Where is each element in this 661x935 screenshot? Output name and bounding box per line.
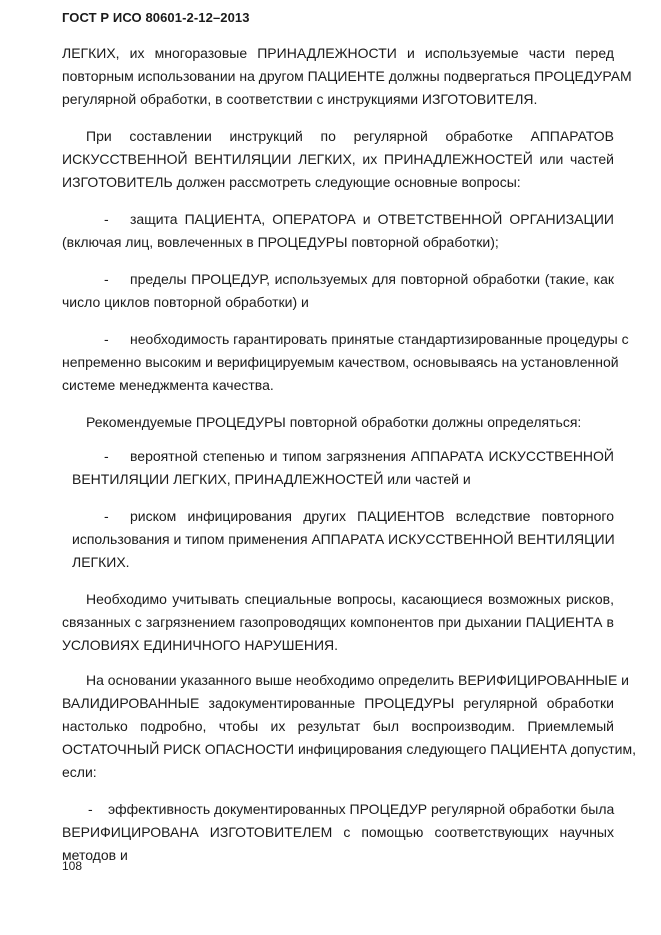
text-line: пределы ПРОЦЕДУР, используемых для повторной обработки (такие, как: [130, 271, 614, 287]
text-line: связанных с загрязнением газопроводящих компонентов при дыхании ПАЦИЕНТА в: [62, 614, 614, 630]
text-line: ВЕРИФИЦИРОВАНА ИЗГОТОВИТЕЛЕМ с помощью соответствующих научных: [62, 824, 614, 840]
text-line: необходимость гарантировать принятые стандартизированные процедуры с: [130, 331, 629, 347]
text-line: ОСТАТОЧНЫЙ РИСК ОПАСНОСТИ инфицирования следующего ПАЦИЕНТА допустим,: [62, 741, 636, 757]
text-line: настолько подробно, чтобы их результат был воспроизводим. Приемлемый: [62, 718, 614, 734]
text-line: использования и типом применения АППАРАТА ИСКУССТВЕННОЙ ВЕНТИЛЯЦИИ: [72, 531, 615, 547]
document-code-header: ГОСТ Р ИСО 80601-2-12–2013: [62, 10, 250, 25]
text-line: системе менеджмента качества.: [62, 377, 274, 393]
text-line: ИЗГОТОВИТЕЛЬ должен рассмотреть следующие основные вопросы:: [62, 174, 521, 190]
text-line: вероятной степенью и типом загрязнения АППАРАТА ИСКУССТВЕННОЙ: [130, 448, 614, 464]
text-line: ЛЕГКИХ.: [72, 554, 130, 570]
text-line: непременно высоким и верифицируемым качеством, основываясь на установленной: [62, 354, 619, 370]
text-line: ВАЛИДИРОВАННЫЕ задокументированные ПРОЦЕДУРЫ регулярной обработки: [62, 695, 614, 711]
text-line: УСЛОВИЯХ ЕДИНИЧНОГО НАРУШЕНИЯ.: [62, 637, 339, 653]
text-line: защита ПАЦИЕНТА, ОПЕРАТОРА и ОТВЕТСТВЕННОЙ ОРГАНИЗАЦИИ: [130, 211, 614, 227]
list-dash: -: [104, 211, 109, 227]
text-line: Необходимо учитывать специальные вопросы, касающиеся возможных рисков,: [86, 591, 614, 607]
page-number: 108: [62, 859, 83, 873]
text-line: повторным использовании на другом ПАЦИЕНТЕ должны подвергаться ПРОЦЕДУРАМ: [62, 68, 632, 84]
list-dash: -: [104, 331, 109, 347]
text-line: риском инфицирования других ПАЦИЕНТОВ вследствие повторного: [130, 508, 614, 524]
text-line: число циклов повторной обработки) и: [62, 294, 309, 310]
list-dash: -: [104, 271, 109, 287]
text-line: методов и: [62, 847, 128, 863]
list-dash: -: [104, 508, 109, 524]
text-line: ЛЕГКИХ, их многоразовые ПРИНАДЛЕЖНОСТИ и используемые части перед: [62, 45, 614, 61]
text-line: Рекомендуемые ПРОЦЕДУРЫ повторной обработки должны определяться:: [86, 414, 582, 430]
text-line: (включая лиц, вовлеченных в ПРОЦЕДУРЫ повторной обработки);: [62, 234, 499, 250]
text-line: На основании указанного выше необходимо определить ВЕРИФИЦИРОВАННЫЕ и: [86, 672, 629, 688]
text-line: ВЕНТИЛЯЦИИ ЛЕГКИХ, ПРИНАДЛЕЖНОСТЕЙ или частей и: [72, 471, 471, 487]
text-line: ИСКУССТВЕННОЙ ВЕНТИЛЯЦИИ ЛЕГКИХ, их ПРИНАДЛЕЖНОСТЕЙ или частей: [62, 151, 614, 167]
text-line: эффективность документированных ПРОЦЕДУР регулярной обработки была: [108, 801, 615, 817]
list-dash: -: [88, 801, 93, 817]
text-line: регулярной обработки, в соответствии с инструкциями ИЗГОТОВИТЕЛЯ.: [62, 91, 538, 107]
text-line: если:: [62, 764, 97, 780]
text-line: При составлении инструкций по регулярной обработке АППАРАТОВ: [86, 128, 614, 144]
list-dash: -: [104, 448, 109, 464]
